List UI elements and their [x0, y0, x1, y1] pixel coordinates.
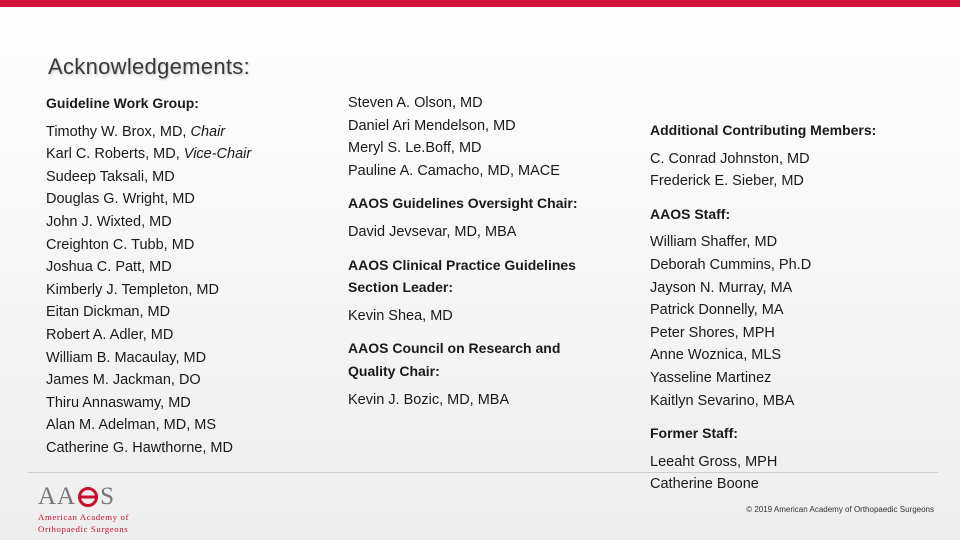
- top-accent-bar: [0, 0, 960, 7]
- staff-name: Patrick Donnelly, MA: [650, 302, 784, 319]
- member-name: Robert A. Adler, MD: [46, 326, 174, 343]
- copyright-notice: © 2019 American Academy of Orthopaedic Surgeons: [746, 505, 934, 514]
- staff-name: Anne Woznica, MLS: [650, 347, 782, 364]
- staff-column: [650, 119, 950, 496]
- logo-mark-right: S: [100, 483, 116, 510]
- member-name: Steven A. Olson, MD: [348, 95, 483, 111]
- member-name: Kimberly J. Templeton, MD: [46, 281, 219, 298]
- member-name: Douglas G. Wright, MD: [46, 191, 195, 208]
- former-staff-name: Catherine Boone: [650, 476, 759, 493]
- member-name: John J. Wixted, MD: [46, 213, 172, 230]
- council-heading-line2: Quality Chair:: [348, 362, 440, 379]
- logo-o-icon: [77, 486, 99, 508]
- cpg-heading-line1: AAOS Clinical Practice Guidelines: [348, 256, 576, 273]
- member-name: Eitan Dickman, MD: [46, 304, 171, 321]
- member-name: Sudeep Taksali, MD: [46, 168, 175, 185]
- staff-name: Deborah Cummins, Ph.D: [650, 256, 812, 273]
- oversight-name: David Jevsevar, MD, MBA: [348, 223, 517, 240]
- member-name: C. Conrad Johnston, MD: [650, 150, 810, 167]
- member-name: Catherine G. Hawthorne, MD: [46, 439, 233, 456]
- cpg-name: Kevin Shea, MD: [348, 307, 453, 324]
- staff-name: Kaitlyn Sevarino, MBA: [650, 392, 795, 409]
- member-name: Pauline A. Camacho, MD, MACE: [348, 162, 560, 179]
- member-name: William B. Macaulay, MD: [46, 349, 207, 366]
- staff-name: Peter Shores, MPH: [650, 324, 775, 341]
- oversight-heading: AAOS Guidelines Oversight Chair:: [348, 195, 578, 212]
- page-title: Acknowledgements:: [48, 54, 250, 79]
- staff-name: William Shaffer, MD: [650, 234, 778, 251]
- logo-line2: Orthopaedic Surgeons: [38, 524, 129, 534]
- work-group-heading: Guideline Work Group:: [46, 95, 199, 111]
- council-name: Kevin J. Bozic, MD, MBA: [348, 391, 510, 408]
- cpg-heading-line2: Section Leader:: [348, 279, 454, 296]
- role-chair: Chair: [190, 123, 226, 140]
- role-vice-chair: Vice-Chair: [183, 146, 252, 163]
- member-name: Alan M. Adelman, MD, MS: [46, 417, 217, 434]
- logo-line1: American Academy of: [38, 512, 130, 522]
- additional-heading: Additional Contributing Members:: [650, 122, 877, 138]
- member-name: Daniel Ari Mendelson, MD: [348, 117, 516, 134]
- leadership-column: [348, 92, 628, 411]
- council-heading-line1: AAOS Council on Research and: [348, 340, 561, 357]
- member-name: Frederick E. Sieber, MD: [650, 173, 804, 190]
- former-staff-name: Leeaht Gross, MPH: [650, 453, 778, 470]
- work-group-column: [46, 92, 336, 460]
- member-name: Meryl S. Le.Boff, MD: [348, 140, 482, 157]
- member-name: James M. Jackman, DO: [46, 372, 201, 389]
- logo-mark-left: AA: [38, 483, 77, 510]
- member-name: Thiru Annaswamy, MD: [46, 394, 191, 411]
- member-name: Karl C. Roberts, MD, Vice-Chair: [46, 146, 252, 163]
- staff-name: Yasseline Martinez: [650, 369, 772, 386]
- staff-heading: AAOS Staff:: [650, 205, 731, 222]
- staff-name: Jayson N. Murray, MA: [650, 279, 793, 296]
- logo-mark: [38, 484, 158, 510]
- former-staff-heading: Former Staff:: [650, 425, 738, 442]
- footer-divider: [28, 472, 938, 473]
- member-name: Timothy W. Brox, MD, Chair: [46, 123, 226, 140]
- member-name: Creighton C. Tubb, MD: [46, 236, 195, 253]
- aaos-logo: [38, 484, 158, 534]
- member-name: Joshua C. Patt, MD: [46, 259, 172, 276]
